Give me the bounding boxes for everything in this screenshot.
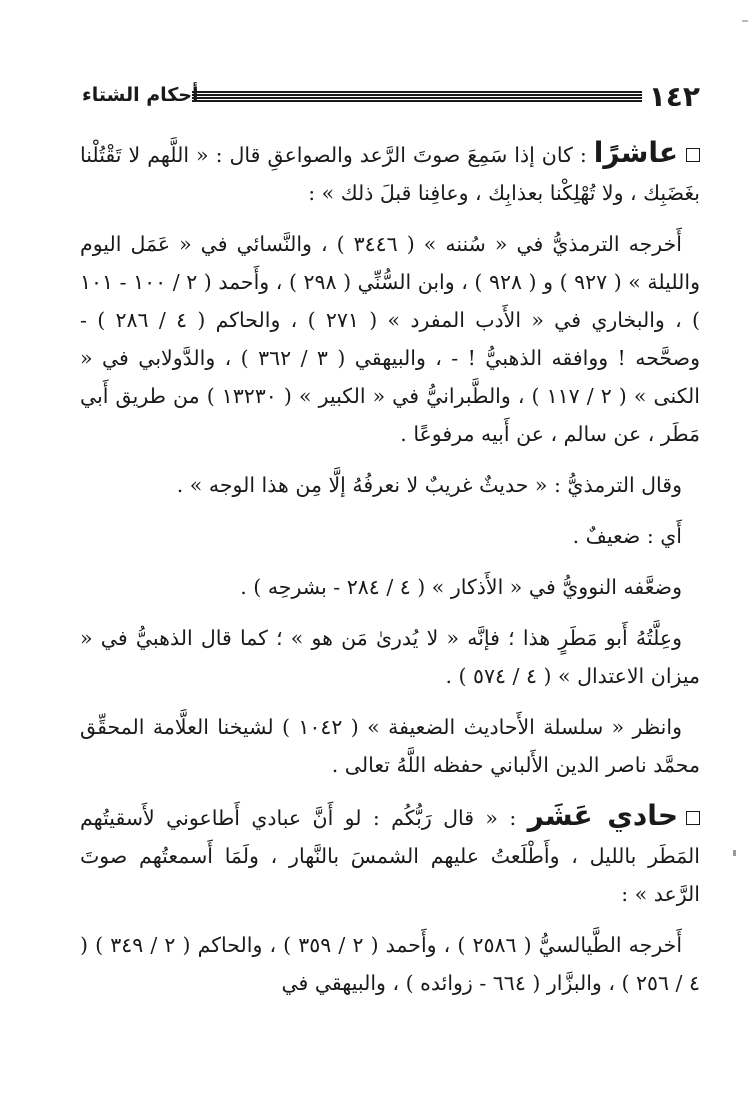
header-rule [192,90,642,102]
paragraph: أَخرجه الطَّيالسيُّ ( ٢٥٨٦ ) ، وأَحمد ( ٢ / ٣٥٩ ) ، والحاكم ( ٢ / ٣٤٩ ) ( ٤ / ٢٥٦ ) ، والبزَّار ( ٦٦٤ - زوائده ) ، والبيهقي في [80,933,700,995]
running-title: أحكام الشتاء [82,84,199,106]
page-header [82,80,700,114]
scan-mark [742,20,748,22]
section-lead: حادي عَشَر [527,799,678,832]
paragraph: وقال الترمذيُّ : « حديثٌ غريبٌ لا نعرفُهُ إلَّا مِن هذا الوجه » . [176,473,682,497]
square-icon [686,148,700,162]
paragraph: أَخرجه الترمذيُّ في « سُننه » ( ٣٤٤٦ ) ، والنَّسائي في « عَمَل اليوم والليلة » ( ٩٢٧ ) و ( ٩٢٨ ) ، وابن السُّنِّي ( ٢٩٨ ) ، وأَحمد ( ٢ / ١٠٠ - ١٠١ ) ، والبخاري في « الأَدب المفرد » ( ٢٧١ ) ، والحاكم ( ٤ / ٢٨٦ ) - وصحَّحه ! ووافقه الذهبيُّ ! - ، والبيهقي ( ٣ / ٣٦٢ ) ، والدَّولابي في « الكنى » ( ٢ / ١١٧ ) ، والطَّبرانيُّ في « الكبير » ( ١٣٢٣٠ ) من طريق أَبي مَطَر ، عن سالم ، عن أَبيه مرفوعًا . [80,232,700,446]
paragraph: وانظر « سلسلة الأَحاديث الضعيفة » ( ١٠٤٢ ) لشيخنا العلَّامة المحقِّق محمَّد ناصر الدين الأَلباني حفظه اللَّهُ تعالى . [80,715,700,777]
section-text: : « قال رَبُّكُم : لو أَنَّ عبادي أَطاعوني لأَسقيتُهم المَطَر بالليل ، وأَطْلَعتُ عليهم الشمسَ بالنَّهار ، ولَمَا أَسمعتُهم صوتَ الرَّعد » : [80,806,700,906]
paragraph: أَي : ضعيفٌ . [572,524,682,548]
square-icon [686,811,700,825]
section-lead: عاشرًا [593,136,678,169]
section-eleventh [80,797,700,913]
page-number: ١٤٢ [648,80,700,113]
section-tenth [80,134,700,212]
paragraph: وعِلَّتُهُ أَبو مَطَرٍ هذا ؛ فإنَّه « لا يُدرىٰ مَن هو » ؛ كما قال الذهبيُّ في « ميزان الاعتدال » ( ٤ / ٥٧٤ ) . [80,626,700,688]
scan-mark [733,850,736,856]
page-body [80,134,700,1015]
paragraph: وضعَّفه النوويُّ في « الأَذكار » ( ٤ / ٢٨٤ - بشرحِه ) . [240,575,682,599]
section-text: : كان إذا سَمِعَ صوتَ الرَّعد والصواعقِ قال : « اللَّهم لا تَقْتُلْنا بغَضَبِك ، ولا تُهْلِكْنا بعذابِك ، وعافِنا قبلَ ذلك » : [80,143,700,205]
